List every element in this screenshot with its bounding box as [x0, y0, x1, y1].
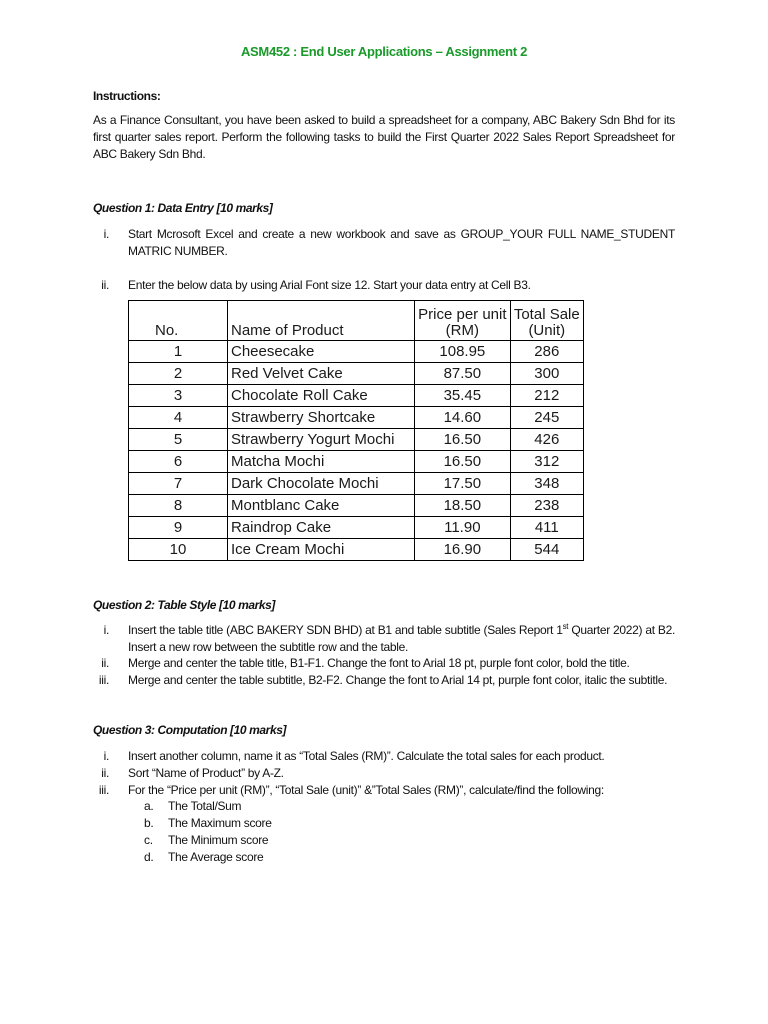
- cell-product: Chocolate Roll Cake: [227, 385, 414, 407]
- cell-price: 18.50: [415, 495, 510, 517]
- cell-sale: 426: [510, 429, 583, 451]
- header-name-of-product: Name of Product: [227, 301, 414, 341]
- cell-sale: 245: [510, 407, 583, 429]
- q3-subitem-c-num: c.: [144, 833, 153, 847]
- cell-product: Strawberry Shortcake: [227, 407, 414, 429]
- cell-no: 6: [129, 451, 228, 473]
- cell-price: 108.95: [415, 341, 510, 363]
- table-header-row: [129, 301, 584, 341]
- q2-item-1-sup: st: [562, 622, 569, 631]
- table-row: [129, 385, 584, 407]
- table-row: [129, 429, 584, 451]
- cell-no: 5: [129, 429, 228, 451]
- q3-subitem-d-text: The Average score: [168, 850, 264, 864]
- cell-no: 7: [129, 473, 228, 495]
- q2-item-1-num: i.: [103, 623, 109, 637]
- q3-item-3-text: For the “Price per unit (RM)”, “Total Sale (unit)” &”Total Sales (RM)”, calculate/find the following:: [128, 783, 604, 797]
- table-row: [129, 341, 584, 363]
- cell-product: Raindrop Cake: [227, 517, 414, 539]
- cell-no: 10: [129, 539, 228, 561]
- cell-price: 16.50: [415, 451, 510, 473]
- q2-item-1-text-after: Quarter 2022) at B2. Insert a new row between the subtitle row and the table.: [128, 623, 675, 654]
- q3-item-1-num: i.: [103, 749, 109, 763]
- cell-sale: 544: [510, 539, 583, 561]
- q1-item-1-num: i.: [103, 227, 109, 241]
- cell-product: Montblanc Cake: [227, 495, 414, 517]
- cell-sale: 411: [510, 517, 583, 539]
- q3-subitem-b: [144, 815, 272, 832]
- cell-product: Dark Chocolate Mochi: [227, 473, 414, 495]
- q3-item-2-num: ii.: [101, 766, 109, 780]
- cell-price: 16.50: [415, 429, 510, 451]
- cell-sale: 212: [510, 385, 583, 407]
- cell-product: Ice Cream Mochi: [227, 539, 414, 561]
- cell-no: 4: [129, 407, 228, 429]
- q1-item-1-text: Start Mcrosoft Excel and create a new workbook and save as GROUP_YOUR FULL NAME_STUDENT MATRIC NUMBER.: [128, 227, 675, 258]
- q3-subitem-d: [144, 849, 263, 866]
- q1-heading: Question 1: Data Entry [10 marks]: [93, 201, 273, 215]
- product-data-table: [128, 300, 584, 561]
- table-row: [129, 473, 584, 495]
- q3-subitem-d-num: d.: [144, 850, 154, 864]
- table-row: [129, 495, 584, 517]
- q2-heading: Question 2: Table Style [10 marks]: [93, 598, 276, 612]
- table-row: [129, 407, 584, 429]
- q3-subitem-b-num: b.: [144, 816, 154, 830]
- q2-item-1-text-before: Insert the table title (ABC BAKERY SDN BHD) at B1 and table subtitle (Sales Report 1: [128, 623, 563, 637]
- table-row: [129, 451, 584, 473]
- q3-subitem-c: [144, 832, 268, 849]
- cell-price: 35.45: [415, 385, 510, 407]
- instructions-text: As a Finance Consultant, you have been asked to build a spreadsheet for a company, ABC Bakery Sdn Bhd for its first quarter sales report. Perform the following tasks to build the First Quarter 2022 Sales Report Spreadsheet for ABC Bakery Sdn Bhd.: [93, 113, 675, 161]
- q3-subitem-a: [144, 798, 241, 815]
- q3-subitem-b-text: The Maximum score: [168, 816, 272, 830]
- cell-price: 17.50: [415, 473, 510, 495]
- q3-item-2-text: Sort “Name of Product” by A-Z.: [128, 766, 284, 780]
- cell-sale: 300: [510, 363, 583, 385]
- q2-item-3-num: iii.: [98, 673, 109, 687]
- q2-item-3-text: Merge and center the table subtitle, B2-F2. Change the font to Arial 14 pt, purple font color, italic the subtitle.: [128, 673, 668, 687]
- cell-price: 87.50: [415, 363, 510, 385]
- cell-sale: 348: [510, 473, 583, 495]
- cell-sale: 238: [510, 495, 583, 517]
- q3-heading: Question 3: Computation [10 marks]: [93, 723, 287, 737]
- table-row: [129, 363, 584, 385]
- cell-no: 2: [129, 363, 228, 385]
- q3-item-1-text: Insert another column, name it as “Total Sales (RM)”. Calculate the total sales for each product.: [128, 749, 605, 763]
- cell-no: 8: [129, 495, 228, 517]
- instructions-label: Instructions:: [93, 89, 161, 103]
- table-row: [129, 517, 584, 539]
- header-total-sale: Total Sale (Unit): [510, 301, 583, 341]
- cell-product: Strawberry Yogurt Mochi: [227, 429, 414, 451]
- cell-price: 11.90: [415, 517, 510, 539]
- q3-subitem-a-num: a.: [144, 799, 154, 813]
- cell-product: Cheesecake: [227, 341, 414, 363]
- q3-item-3-num: iii.: [98, 783, 109, 797]
- q2-item-2-text: Merge and center the table title, B1-F1. Change the font to Arial 18 pt, purple font color, bold the title.: [128, 656, 630, 670]
- cell-price: 16.90: [415, 539, 510, 561]
- header-no: No.: [129, 301, 228, 341]
- cell-product: Matcha Mochi: [227, 451, 414, 473]
- q1-item-2-text: Enter the below data by using Arial Font size 12. Start your data entry at Cell B3.: [128, 278, 531, 292]
- q2-item-2-num: ii.: [101, 656, 109, 670]
- cell-product: Red Velvet Cake: [227, 363, 414, 385]
- cell-sale: 286: [510, 341, 583, 363]
- table-row: [129, 539, 584, 561]
- header-price-per-unit: Price per unit (RM): [415, 301, 510, 341]
- q3-subitem-a-text: The Total/Sum: [168, 799, 242, 813]
- cell-sale: 312: [510, 451, 583, 473]
- q3-subitem-c-text: The Minimum score: [168, 833, 269, 847]
- q1-item-2-num: ii.: [101, 278, 109, 292]
- cell-no: 1: [129, 341, 228, 363]
- document-title: ASM452 : End User Applications – Assignment 2: [240, 44, 528, 59]
- cell-no: 9: [129, 517, 228, 539]
- cell-no: 3: [129, 385, 228, 407]
- q2-item-1-text: [128, 622, 675, 655]
- cell-price: 14.60: [415, 407, 510, 429]
